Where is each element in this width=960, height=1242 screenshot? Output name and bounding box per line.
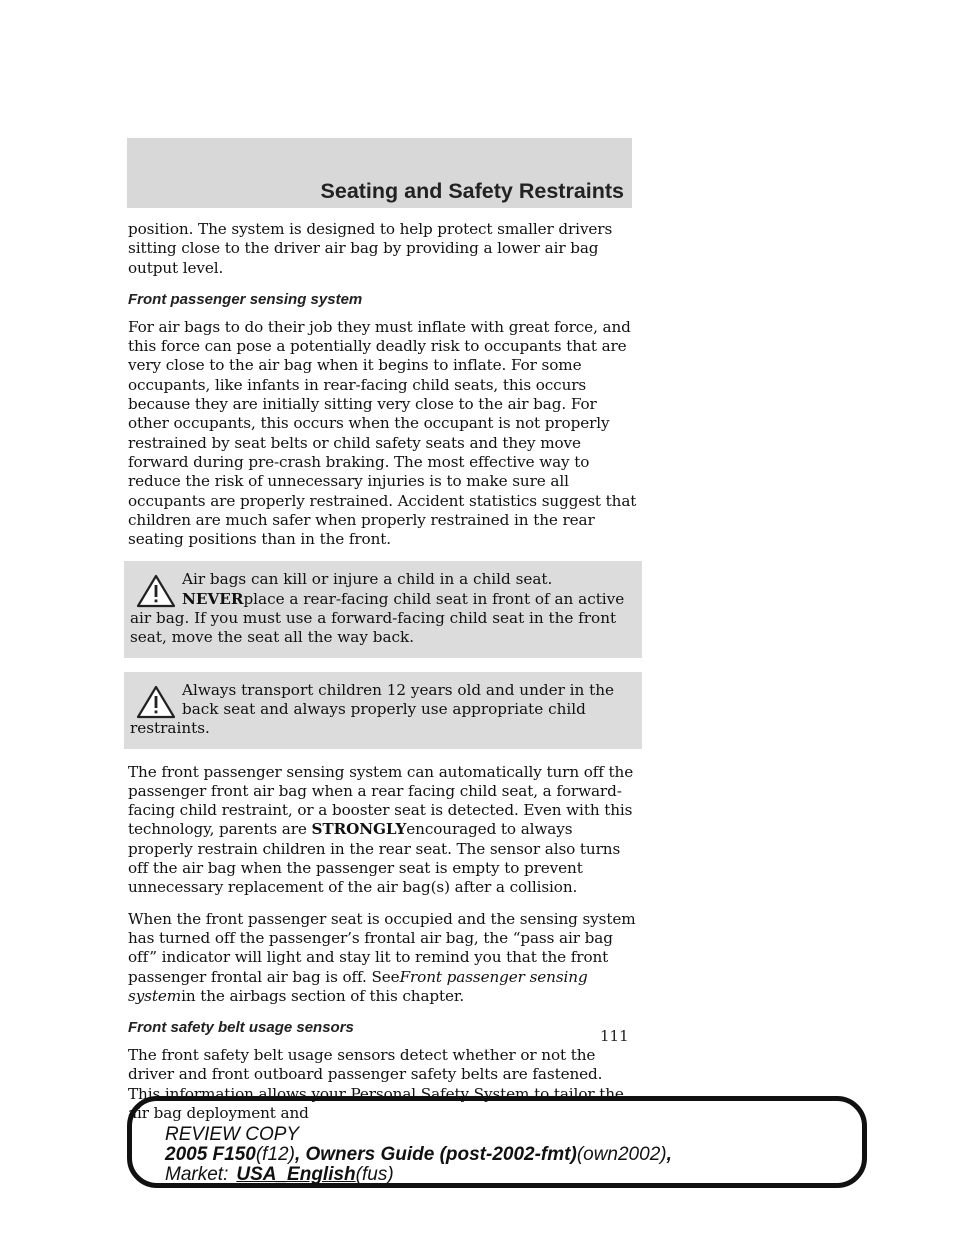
warning-box-child-seat	[124, 561, 642, 657]
review-market-line	[165, 1165, 672, 1185]
subheading-passenger-sensing: Front passenger sensing system	[128, 290, 363, 308]
emph-strongly: STRONGLY	[311, 820, 407, 839]
p4-text-a: When the front passenger seat is occupied and the sensing system has turned off the passenger’s frontal air bag, the “pass air bag off” indicator will light and stay lit to remind you that the front passenger frontal air bag is off. See	[128, 909, 636, 986]
warning-never: NEVER	[182, 589, 244, 608]
p3-text-c: encouraged to always properly restrain children in the rear seat. The sensor also turns off the air bag when the passenger seat is empty to prevent unnecessary replacement of the air bag(s) after a collision.	[128, 820, 621, 897]
paragraph-indicator	[128, 910, 638, 1006]
review-market: USA_English	[236, 1164, 356, 1185]
review-model-code: (f12)	[255, 1144, 295, 1165]
warning-text-c: place a rear-facing child seat in front of an active air bag. If you must use a forward-facing child seat in the front seat, move the seat all the way back.	[130, 589, 625, 647]
warning-box-transport-children	[124, 672, 642, 749]
paragraph-sensing-turn-off	[128, 763, 638, 898]
warning-triangle-icon	[136, 574, 176, 608]
review-guide-code: (own2002)	[576, 1144, 667, 1165]
review-market-code: (fus)	[355, 1164, 394, 1185]
p3-text-a: The front passenger sensing system can automatically turn off the passenger front air bag when a rear facing child seat, a forward-facing child restraint, or a booster seat is detected. Even with this technology, parents are	[128, 762, 634, 839]
warning-text: Always transport children 12 years old and under in the back seat and always properly use appropriate child restraints.	[130, 680, 615, 738]
chapter-header-bar	[127, 138, 632, 208]
page-content	[128, 220, 638, 1135]
review-market-label: Market:	[165, 1164, 229, 1185]
paragraph-air-bag-force: For air bags to do their job they must inflate with great force, and this force can pose a potentially deadly risk to occupants that are very close to the air bag when it begins to inflate. For some occupants, like infants in rear-facing child seats, this occurs because they are initially sitting very close to the air bag. For other occupants, this occurs when the occupant is not properly restrained by seat belts or child safety seats and they move forward during pre-crash braking. The most effective way to reduce the risk of unnecessary injuries is to make sure all occupants are properly restrained. Accident statistics suggest that children are much safer when properly restrained in the rear seating positions than in the front.	[128, 317, 637, 549]
warning-triangle-icon	[136, 685, 176, 719]
subheading-belt-sensors: Front safety belt usage sensors	[128, 1019, 354, 1037]
review-guide: , Owners Guide (post-2002-fmt)	[294, 1144, 577, 1165]
warning-text-a: Air bags can kill or injure a child in a child seat.	[182, 570, 553, 589]
review-comma: ,	[666, 1144, 672, 1165]
page-number: 111	[600, 1027, 629, 1045]
review-copy-label: REVIEW COPY	[165, 1124, 300, 1145]
chapter-title: Seating and Safety Restraints	[320, 179, 624, 203]
paragraph-belt-sensors: The front safety belt usage sensors detect whether or not the driver and front outboard passenger safety belts are fastened. This information allows your Personal Safety System to tailor the air bag deployment and	[128, 1046, 624, 1122]
review-model-line	[165, 1145, 672, 1165]
paragraph-intro: position. The system is designed to help protect smaller drivers sitting close to the driver air bag by providing a lower air bag output level.	[128, 220, 613, 277]
review-model: 2005 F150	[165, 1144, 256, 1165]
review-copy-text	[165, 1125, 672, 1185]
cross-reference: Front passenger sensing system	[128, 967, 588, 1005]
p4-text-c: in the airbags section of this chapter.	[181, 986, 465, 1005]
